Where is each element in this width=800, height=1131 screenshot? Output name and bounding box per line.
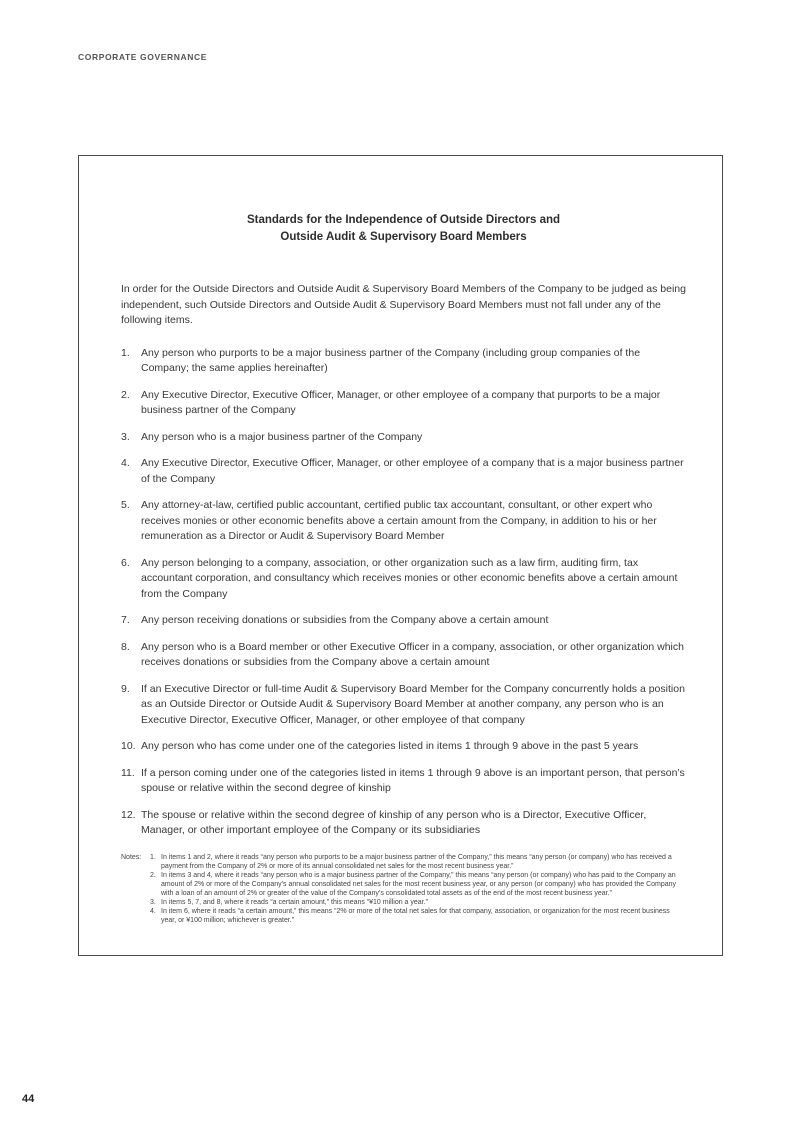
- intro-paragraph: In order for the Outside Directors and Outside Audit & Supervisory Board Members of the Company to be judged as being independent, such Outside Directors and Outside Audit & Supervisory Board Members must not fall under any of the following items.: [121, 283, 686, 326]
- item-number: 2.: [121, 388, 130, 401]
- item-number: 12.: [121, 808, 136, 821]
- item-number: 9.: [121, 682, 130, 695]
- item-number: 10.: [121, 740, 136, 752]
- note-text: In items 5, 7, and 8, where it reads “a certain amount,” this means “¥10 million a year.”: [161, 898, 428, 906]
- box-title: [121, 212, 686, 246]
- numbered-item: [121, 808, 686, 839]
- item-text: Any person who is a major business partner of the Company: [141, 430, 423, 443]
- item-text: If a person coming under one of the categories listed in items 1 through 9 above is an important person, that person’s spouse or relative within the second degree of kinship: [141, 766, 685, 794]
- notes-label-spacer: [121, 898, 150, 907]
- standards-box: [78, 155, 723, 956]
- notes-label: Notes:: [121, 853, 142, 861]
- numbered-item: [121, 388, 686, 419]
- box-title-line2: Outside Audit & Supervisory Board Members: [280, 231, 527, 243]
- item-number: 11.: [121, 766, 135, 779]
- note-text: In items 1 and 2, where it reads “any person who purports to be a major business partner of the Company,” this means “any person (or company) who has received a payment from the Company of 2% or more of its annual consolidated net sales for the most recent business year.”: [161, 853, 672, 870]
- item-text: If an Executive Director or full-time Audit & Supervisory Board Member for the Company concurrently holds a position as an Outside Director or Outside Audit & Supervisory Board Member at another company, any person who is an Executive Director, Executive Officer, Manager, or other employee of that company: [141, 682, 685, 726]
- numbered-item: [121, 346, 686, 377]
- box-title-line1: Standards for the Independence of Outside Directors and: [246, 214, 561, 226]
- note-number: 2.: [150, 871, 156, 879]
- note-item: [121, 898, 686, 907]
- numbered-item: [121, 739, 686, 755]
- item-number: 6.: [121, 556, 130, 569]
- numbered-item: [121, 556, 686, 603]
- note-item: [121, 853, 686, 871]
- note-number: 4.: [150, 907, 156, 915]
- numbered-item: [121, 613, 686, 629]
- item-number: 1.: [121, 346, 130, 359]
- item-text: Any person who purports to be a major business partner of the Company (including group companies of the Company; the same applies hereinafter): [141, 346, 641, 374]
- item-text: Any person who has come under one of the categories listed in items 1 through 9 above in the past 5 years: [141, 740, 639, 752]
- standards-list: [121, 346, 686, 839]
- notes-label-spacer: [121, 871, 150, 898]
- note-text: In items 3 and 4, where it reads “any person who is a major business partner of the Company,” this means “any person (or company) who has paid to the Company an amount of 2% or more of the Company’s annual consolidated net sales for the most recent business year, or any person (or company) who has provided the Company with a loan of an amount of 2% or greater of the value of the Company’s consolidated total assets as of the end of the most recent business year.”: [161, 871, 677, 897]
- notes-label-spacer: [121, 907, 150, 925]
- page-number: 44: [22, 1093, 35, 1105]
- note-text: In item 6, where it reads “a certain amount,” this means “2% or more of the total net sales for that company, association, or organization for the most recent business year, or ¥100 million; whichever is greater.”: [161, 907, 670, 924]
- item-text: Any person who is a Board member or other Executive Officer in a company, association, or other organization which receives donations or subsidies from the Company above a certain amount: [141, 640, 684, 668]
- item-text: Any Executive Director, Executive Officer, Manager, or other employee of a company that purports to be a major business partner of the Company: [141, 388, 661, 416]
- item-text: Any attorney-at-law, certified public accountant, certified public tax accountant, consultant, or other expert who receives monies or other economic benefits above a certain amount from the Company, in addition to his or her remuneration as a Director or Audit & Supervisory Board Member: [141, 499, 657, 542]
- numbered-item: [121, 430, 686, 446]
- item-number: 5.: [121, 499, 130, 511]
- section-header: CORPORATE GOVERNANCE: [78, 52, 207, 62]
- item-number: 3.: [121, 430, 130, 443]
- numbered-item: [121, 640, 686, 671]
- item-number: 7.: [121, 614, 130, 626]
- item-text: Any Executive Director, Executive Officer, Manager, or other employee of a company that is a major business partner of the Company: [141, 457, 684, 485]
- item-number: 4.: [121, 457, 130, 469]
- notes-section: [121, 853, 686, 925]
- item-text: Any person receiving donations or subsidies from the Company above a certain amount: [141, 614, 549, 626]
- numbered-item: [121, 456, 686, 487]
- item-text: The spouse or relative within the second degree of kinship of any person who is a Director, Executive Officer, Manager, or other important employee of the Company or its subsidiaries: [141, 808, 647, 836]
- note-item: [121, 907, 686, 925]
- note-number: 1.: [150, 853, 156, 861]
- numbered-item: [121, 766, 686, 797]
- numbered-item: [121, 498, 686, 545]
- item-number: 8.: [121, 640, 130, 653]
- numbered-item: [121, 682, 686, 729]
- item-text: Any person belonging to a company, association, or other organization such as a law firm, auditing firm, tax accountant corporation, and consultancy which receives monies or other economic benefits above a certain amount from the Company: [141, 556, 678, 600]
- note-number: 3.: [150, 898, 156, 906]
- note-item: [121, 871, 686, 898]
